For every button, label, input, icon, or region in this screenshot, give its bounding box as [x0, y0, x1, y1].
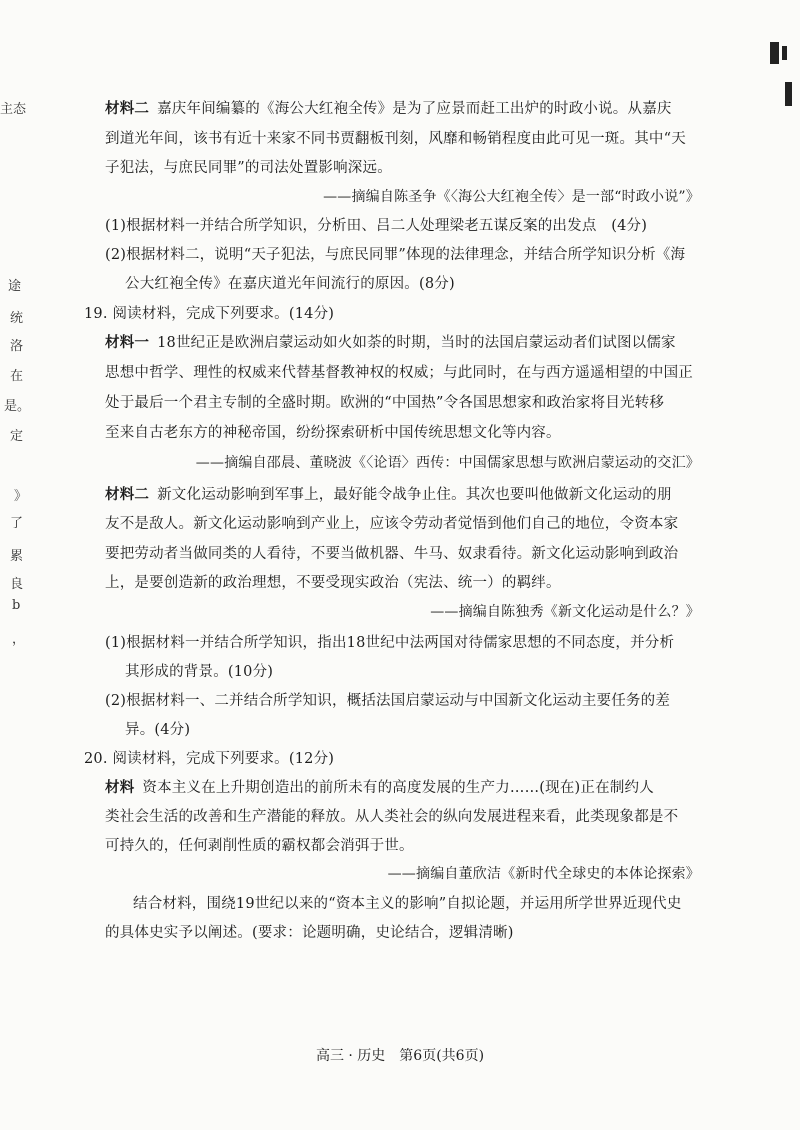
material-line: 到道光年间，该书有近十来家不同书贾翻板刊刻，风靡和畅销程度由此可见一斑。其中“天	[105, 131, 686, 147]
material-label: 材料二	[105, 100, 150, 117]
material-line	[105, 331, 676, 352]
task-line: 的具体史实予以阐述。(要求：论题明确，史论结合，逻辑清晰)	[105, 925, 514, 941]
margin-text: ，	[12, 632, 26, 647]
material-line: 友不是敌人。新文化运动影响到产业上，应该令劳动者觉悟到他们自己的地位，令资本家	[105, 516, 679, 532]
question-title: 19. 阅读材料，完成下列要求。(14分)	[84, 306, 335, 322]
material-label: 材料二	[105, 486, 150, 503]
task-line: 结合材料，围绕19世纪以来的“资本主义的影响”自拟论题，并运用所学世界近现代史	[133, 896, 682, 912]
material-line: 处于最后一个君主专制的全盛时期。欧洲的“中国热”令各国思想家和政治家将目光转移	[105, 395, 665, 411]
margin-text: b	[12, 598, 21, 613]
material-text: 资本主义在上升期创造出的前所未有的高度发展的生产力……(现在)正在制约人	[142, 780, 654, 796]
margin-text: 是。	[4, 399, 31, 414]
margin-text: 主态	[0, 102, 27, 117]
margin-text: 在	[10, 369, 24, 384]
question-item: (2)根据材料二，说明“天子犯法，与庶民同罪”体现的法律理念，并结合所学知识分析《海	[105, 247, 686, 263]
material-line	[105, 483, 672, 504]
margin-text: 洛	[10, 339, 24, 354]
question-item: (1)根据材料一并结合所学知识，分析田、吕二人处理梁老五谋反案的出发点 (4分)	[105, 218, 648, 234]
material-line: 子犯法，与庶民同罪”的司法处置影响深远。	[105, 160, 392, 176]
material-text: 嘉庆年间编纂的《海公大红袍全传》是为了应景而赶工出炉的时政小说。从嘉庆	[157, 101, 672, 117]
material-source: ——摘编自邵晨、董晓波《〈论语〉西传：中国儒家思想与欧洲启蒙运动的交汇》	[195, 455, 700, 471]
question-title: 20. 阅读材料，完成下列要求。(12分)	[84, 751, 335, 767]
material-text: 18世纪正是欧洲启蒙运动如火如荼的时期，当时的法国启蒙运动者们试图以儒家	[157, 335, 676, 351]
margin-text: 累	[10, 549, 24, 564]
material-label: 材料	[105, 779, 135, 796]
margin-text: 了	[10, 516, 24, 531]
material-line: 思想中哲学、理性的权威来代替基督教神权的权威；与此同时，在与西方遥遥相望的中国正	[105, 365, 693, 381]
material-line	[105, 97, 672, 118]
margin-text: 良	[10, 577, 24, 592]
material-line: 可持久的，任何剥削性质的霸权都会消弭于世。	[105, 838, 414, 854]
material-line: 类社会生活的改善和生产潜能的释放。从人类社会的纵向发展进程来看，此类现象都是不	[105, 809, 679, 825]
question-item: 异。(4分)	[125, 722, 191, 738]
scan-mark	[782, 46, 787, 60]
scan-mark	[770, 42, 779, 64]
page-footer: 高三 · 历史 第6页(共6页)	[315, 1048, 485, 1064]
margin-text: 》	[14, 489, 28, 504]
question-item: 其形成的背景。(10分)	[125, 664, 274, 680]
scan-mark	[785, 82, 792, 106]
material-line: 至来自古老东方的神秘帝国，纷纷探索研析中国传统思想文化等内容。	[105, 425, 561, 441]
material-source: ——摘编自陈独秀《新文化运动是什么？》	[430, 604, 700, 620]
material-source: ——摘编自陈圣争《〈海公大红袍全传〉是一部“时政小说”》	[323, 189, 700, 205]
margin-text: 定	[10, 429, 24, 444]
material-text: 新文化运动影响到军事上，最好能令战争止住。其次也要叫他做新文化运动的朋	[157, 487, 672, 503]
question-item: 公大红袍全传》在嘉庆道光年间流行的原因。(8分)	[125, 276, 455, 292]
margin-text: 途	[8, 279, 22, 294]
material-label: 材料一	[105, 334, 150, 351]
material-line: 上，是要创造新的政治理想，不要受现实政治（宪法、统一）的羁绊。	[105, 575, 561, 591]
question-item: (1)根据材料一并结合所学知识，指出18世纪中法两国对待儒家思想的不同态度，并分析	[105, 635, 675, 651]
material-line: 要把劳动者当做同类的人看待，不要当做机器、牛马、奴隶看待。新文化运动影响到政治	[105, 546, 679, 562]
question-item: (2)根据材料一、二并结合所学知识，概括法国启蒙运动与中国新文化运动主要任务的差	[105, 693, 671, 709]
material-source: ——摘编自董欣洁《新时代全球史的本体论探索》	[387, 866, 700, 882]
material-line	[105, 776, 654, 797]
margin-text: 统	[10, 311, 24, 326]
